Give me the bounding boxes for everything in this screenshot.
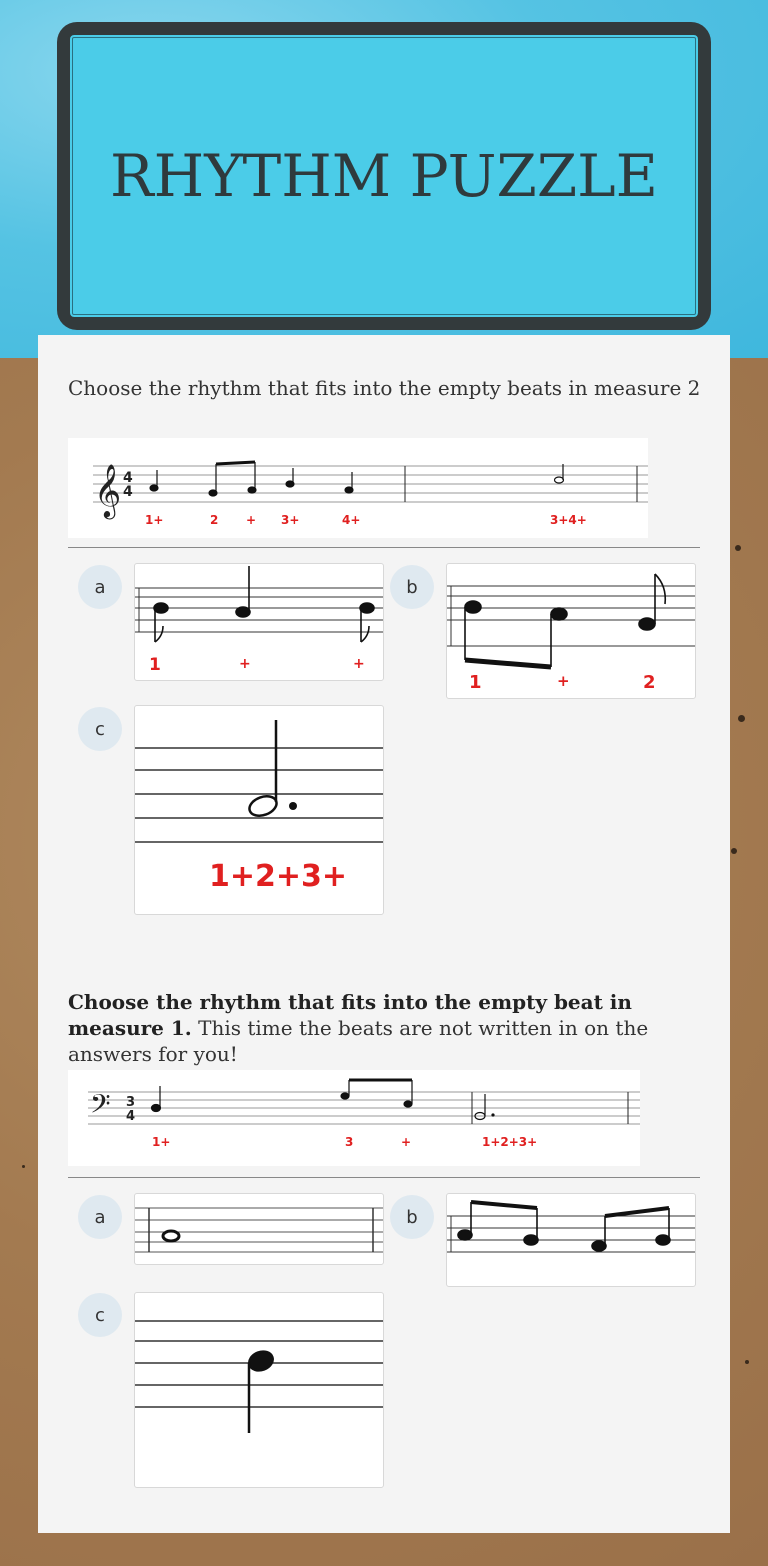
- beat-label: +: [239, 656, 251, 672]
- option-c-letter[interactable]: c: [78, 707, 122, 751]
- option-a-letter[interactable]: a: [78, 1195, 122, 1239]
- beat-label: +: [401, 1135, 412, 1149]
- option-c-notation: [135, 1293, 384, 1488]
- treble-clef-icon: 𝄞: [94, 463, 122, 517]
- option-a-notation: [135, 1194, 384, 1265]
- beat-label: 2: [210, 513, 219, 527]
- question-2-option-a[interactable]: [134, 1193, 384, 1265]
- question-2-option-b[interactable]: [446, 1193, 696, 1287]
- option-a-letter[interactable]: a: [78, 565, 122, 609]
- option-b-letter[interactable]: b: [390, 1195, 434, 1239]
- question-1-option-c[interactable]: [134, 705, 384, 915]
- whole-note-icon: [163, 1231, 179, 1241]
- worksheet-panel: [38, 335, 730, 1533]
- option-a-notation: [135, 564, 384, 681]
- beat-label: 2: [643, 672, 656, 693]
- title-banner: [57, 22, 711, 330]
- time-sig-bottom: 4: [123, 484, 133, 500]
- question-2-staff-svg: [68, 1070, 640, 1166]
- beat-label: +: [353, 656, 365, 672]
- time-sig-top: 3: [126, 1095, 136, 1110]
- speck: [22, 1165, 25, 1168]
- option-b-notation: [447, 1194, 696, 1287]
- speck: [738, 715, 745, 722]
- speck: [731, 848, 737, 854]
- beat-label: 1+: [152, 1135, 171, 1149]
- beat-label: 3+: [281, 513, 300, 527]
- question-2-prompt: [68, 989, 708, 1067]
- time-sig-top: 4: [123, 470, 133, 486]
- page-title: RHYTHM PUZZLE: [110, 142, 658, 210]
- question-2-prompt-bold: Choose the rhythm that fits into the empty beat in measure 1.: [68, 990, 632, 1040]
- question-2-staff: [68, 1070, 640, 1166]
- beat-label: 1+2+3+: [482, 1135, 538, 1149]
- speck: [745, 1360, 749, 1364]
- option-b-notation: [447, 564, 696, 699]
- question-1-option-b[interactable]: [446, 563, 696, 699]
- beat-label: 3: [345, 1135, 354, 1149]
- question-2-option-c[interactable]: [134, 1292, 384, 1488]
- beat-label: 1+2+3+: [209, 859, 348, 894]
- beat-label: 1+: [145, 513, 164, 527]
- question-1-staff: [68, 438, 648, 538]
- speck: [735, 545, 741, 551]
- beat-label: 1: [469, 672, 482, 693]
- option-c-letter[interactable]: c: [78, 1293, 122, 1337]
- bass-clef-icon: 𝄢: [90, 1088, 111, 1126]
- divider: [68, 547, 700, 548]
- option-b-letter[interactable]: b: [390, 565, 434, 609]
- title-banner-inner: [68, 33, 700, 319]
- beat-label: 3+4+: [550, 513, 587, 527]
- question-1-staff-svg: [68, 438, 648, 538]
- beat-label: +: [246, 513, 257, 527]
- question-1-prompt: Choose the rhythm that fits into the empty beats in measure 2: [68, 376, 701, 400]
- beat-label: +: [557, 672, 570, 690]
- divider: [68, 1177, 700, 1178]
- beat-label: 4+: [342, 513, 361, 527]
- question-1-option-a[interactable]: [134, 563, 384, 681]
- time-sig-bottom: 4: [126, 1109, 136, 1124]
- question-2-prompt-rest: This time the beats are not written in on the answers for you!: [68, 1016, 649, 1066]
- beat-label: 1: [149, 655, 161, 675]
- option-c-notation: [135, 706, 384, 915]
